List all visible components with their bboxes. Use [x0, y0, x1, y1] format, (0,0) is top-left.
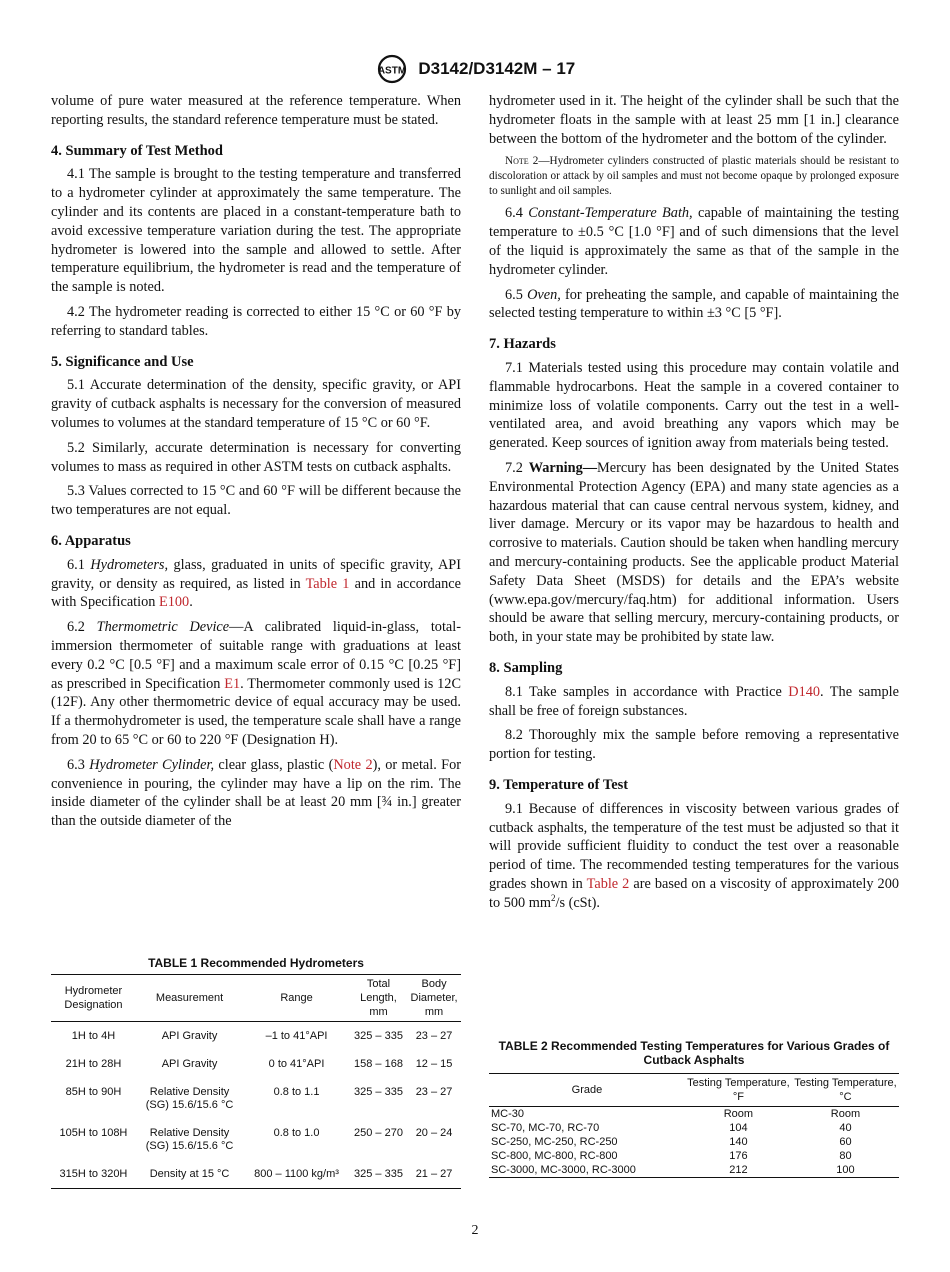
table-1-cell: Relative Density (SG) 15.6/15.6 °C — [145, 1086, 234, 1111]
table-2-cell: 140 — [729, 1136, 748, 1148]
table-1-cell: 105H to 108H — [59, 1127, 128, 1139]
note-2-link[interactable]: Note 2 — [333, 756, 373, 773]
table-2-cell: MC-30 — [491, 1108, 525, 1120]
paragraph-6-5: 6.5 Oven, for preheating the sample, and capable of maintaining the selected testing temperature to within ±3 °C [5 °F]. — [489, 286, 899, 322]
table-1-cell: 325 – 335 — [354, 1086, 403, 1098]
paragraph-6-3: 6.3 Hydrometer Cylinder, clear glass, plastic (Note 2), or metal. For convenience in pouring, the cylinder may have a lip on the rim. The inside diameter of the cylinder shall be at least 20 mm [¾ in.] greater than the outside diameter of the — [51, 756, 461, 830]
table-1-cell: 21H to 28H — [65, 1058, 122, 1070]
table-1-header: Hydrometer Designation — [64, 985, 123, 1011]
table-1-cell: 315H to 320H — [59, 1168, 128, 1180]
table-1-row — [51, 1022, 461, 1051]
table-1-header-row — [51, 975, 461, 1022]
table-1-cell: 23 – 27 — [415, 1086, 453, 1098]
table-1 — [51, 974, 461, 1189]
table-2-header: Testing Temperature, °C — [794, 1077, 897, 1103]
table-2-row — [489, 1149, 899, 1163]
d140-link[interactable]: D140 — [788, 683, 821, 700]
table-1-cell: 20 – 24 — [415, 1127, 453, 1139]
term-hydrometers: Hydrometers, — [90, 556, 169, 573]
paragraph-9-1: 9.1 Because of differences in viscosity between various grades of cutback asphalts, the temperature of the test must be adjusted so that it will provide sufficient fluidity to conduct the test over a reasonable period of time. The recommended testing temperatures for the various grades shown in Table 2 are based on a viscosity of approximately 200 to 500 $mm^2/s$ (cSt). — [489, 800, 899, 911]
paragraph-6-2: 6.2 Thermometric Device—A calibrated liquid-in-glass, total-immersion thermometer of suitable range with graduations at least every 0.2 °C [0.5 °F] and a maximum scale error of 0.15 °C [0.25 °F] as prescribed in Specification E1. Thermometer commonly used is 12C (12F). Any other thermometric device of equal accuracy may be used. If a thermohydrometer is used, the temperature scale shall have a range from 20 to 65 °C or 60 to 220 °F (Designation H). — [51, 619, 461, 748]
table-1-row — [51, 1119, 461, 1160]
section-6-heading: 6. Apparatus — [51, 532, 131, 549]
paragraph-6-3-continued: hydrometer used in it. The height of the cylinder shall be such that the hydrometer floats in the sample with at least 25 mm [1 in.] clearance between the bottom of the hydrometer and the bottom of the cylinder. — [489, 93, 899, 147]
paragraph-6-4: 6.4 Constant-Temperature Bath, capable of maintaining the testing temperature to ±0.5 °C [1.0 °F] and of such dimensions that the level of the liquid is approximately the same as that of the sample in the hydrometer cylinder. — [489, 205, 899, 278]
paragraph-5-1: 5.1 Accurate determination of the density, specific gravity, or API gravity of cutback asphalts is necessary for the conversion of measured volumes to volumes at the standard temperature of 15 °C or 60 °F. — [51, 377, 461, 431]
table-1-cell: 0.8 to 1.1 — [273, 1086, 320, 1098]
table-1-header: Total Length, mm — [360, 978, 397, 1018]
paragraph-5-3: 5.3 Values corrected to 15 °C and 60 °F will be different because the two temperatures are not equal. — [51, 483, 461, 519]
intro-paragraph: volume of pure water measured at the reference temperature. When reporting results, the standard reference temperature must be stated. — [51, 93, 461, 128]
table-1-cell: –1 to 41°API — [265, 1030, 328, 1042]
section-4-heading: 4. Summary of Test Method — [51, 142, 223, 159]
table-1-cell: 23 – 27 — [415, 1030, 453, 1042]
note-2: Note 2—Hydrometer cylinders constructed of plastic materials should be resistant to discoloration or attack by oil samples and must not become opaque by prolonged exposure to sunlight and oil samples. — [489, 155, 899, 198]
paragraph-5-2: 5.2 Similarly, accurate determination is necessary for converting volumes to mass as required in other ASTM tests on cutback asphalts. — [51, 439, 461, 475]
section-8-heading: 8. Sampling — [489, 659, 563, 676]
table-1-cell: 250 – 270 — [354, 1127, 403, 1139]
table-1-cell: 0 to 41°API — [268, 1058, 325, 1070]
section-9-heading: 9. Temperature of Test — [489, 776, 629, 793]
section-7-heading: 7. Hazards — [489, 336, 556, 353]
paragraph-4-1: 4.1 The sample is brought to the testing temperature and transferred to a hydrometer cylinder at approximately the same temperature. The cylinder and its contents are placed in a constant-temperature bath to avoid excessive temperature variation during the test. The appropriate hydrometer is lowered into the sample and allowed to settle. After temperature equilibrium, the hydrometer is read and the temperature of the sample is noted. — [51, 166, 461, 296]
table-1-header: Range — [280, 992, 313, 1004]
table-2 — [489, 1073, 899, 1178]
term-thermometric-device: Thermometric Device — [96, 619, 230, 636]
table-2-cell: Room — [830, 1108, 861, 1120]
section-5-heading: 5. Significance and Use — [51, 353, 194, 370]
table-2-cell: SC-250, MC-250, RC-250 — [491, 1136, 618, 1148]
table-1-cell: API Gravity — [161, 1030, 218, 1042]
page-header — [0, 54, 950, 84]
table-2-cell: SC-800, MC-800, RC-800 — [491, 1150, 618, 1162]
table-1-cell: Density at 15 °C — [149, 1168, 230, 1180]
table-1-cell: 800 – 1100 kg/m³ — [254, 1168, 339, 1180]
table-2-cell: 40 — [839, 1122, 852, 1134]
paragraph-8-2: 8.2 Thoroughly mix the sample before removing a representative portion for testing. — [489, 727, 899, 763]
table-2-block — [489, 1039, 899, 1178]
left-column — [51, 92, 461, 837]
table-1-cell: 158 – 168 — [354, 1058, 403, 1070]
table-2-header: Testing Temperature, °F — [687, 1077, 790, 1103]
table-1-block — [51, 956, 461, 1189]
paragraph-7-1: 7.1 Materials tested using this procedure may contain volatile and flammable hydrocarbons. Heat the sample in a covered container to minimize loss of volatile components. Carry out the test in a well-ventilated area, and avoid breathing any vapors which may be generated. Keep sources of ignition away from materials being tested. — [489, 359, 899, 452]
document-code: D3142/D3142M – 17 — [418, 58, 576, 78]
warning-label: Warning— — [528, 459, 598, 476]
term-hydrometer-cylinder: Hydrometer Cylinder, — [89, 756, 215, 773]
table-1-cell: 325 – 335 — [354, 1030, 403, 1042]
table-1-row — [51, 1078, 461, 1119]
paragraph-6-1: 6.1 Hydrometers, glass, graduated in units of specific gravity, API gravity, or density as required, as listed in Table 1 and in accordance with Specification E100. — [51, 556, 461, 611]
table-1-link[interactable]: Table 1 — [305, 575, 350, 592]
paragraph-7-2: 7.2 Warning—Mercury has been designated by the United States Environmental Protection Agency (EPA) and many state agencies as a hazardous material that can cause central nervous system, kidney, and liver damage. Mercury or its vapor may be hazardous to health and corrosive to materials. Caution should be taken when handling mercury and mercury-containing products. See the applicable product Material Safety Data Sheet (MSDS) for details and the EPA’s website (www.epa.gov/mercury/faq.htm) for additional information. Users should be aware that selling mercury, mercury-containing products, or both, in your state may be prohibited by state law. — [489, 459, 899, 646]
table-1-cell: 12 – 15 — [415, 1058, 453, 1070]
astm-logo-icon — [375, 54, 409, 84]
page-number: 2 — [471, 1223, 479, 1238]
right-column — [489, 92, 899, 918]
table-1-row — [51, 1050, 461, 1078]
table-2-title: TABLE 2 Recommended Testing Temperatures for Various Grades of Cutback Asphalts — [498, 1039, 890, 1067]
table-2-cell: 60 — [839, 1136, 852, 1148]
table-1-header: Body Diameter, mm — [410, 978, 458, 1018]
table-2-link[interactable]: Table 2 — [586, 875, 630, 892]
table-1-cell: 85H to 90H — [65, 1086, 122, 1098]
table-1-cell: 325 – 335 — [354, 1168, 403, 1180]
e1-link[interactable]: E1 — [224, 675, 241, 692]
table-2-cell: 104 — [729, 1122, 748, 1134]
table-2-header: Grade — [571, 1084, 603, 1096]
table-1-cell: 1H to 4H — [71, 1030, 116, 1042]
table-1-row — [51, 1160, 461, 1189]
e100-link[interactable]: E100 — [159, 594, 190, 611]
table-1-cell: 0.8 to 1.0 — [273, 1127, 320, 1139]
table-1-title: TABLE 1 Recommended Hydrometers — [148, 956, 364, 970]
table-2-row — [489, 1121, 899, 1135]
table-1-cell: API Gravity — [161, 1058, 218, 1070]
table-2-row — [489, 1107, 899, 1122]
table-2-row — [489, 1163, 899, 1178]
table-2-cell: SC-70, MC-70, RC-70 — [491, 1122, 600, 1134]
table-1-cell: Relative Density (SG) 15.6/15.6 °C — [145, 1127, 234, 1152]
note-2-label: Note 2 — [505, 155, 539, 168]
table-2-cell: 80 — [839, 1150, 852, 1162]
astm-logo-text: ASTM — [377, 65, 406, 77]
paragraph-8-1: 8.1 Take samples in accordance with Practice D140. The sample shall be free of foreign substances. — [489, 683, 899, 719]
table-2-row — [489, 1135, 899, 1149]
table-2-header-row — [489, 1074, 899, 1107]
paragraph-4-2: 4.2 The hydrometer reading is corrected to either 15 °C or 60 °F by referring to standard tables. — [51, 303, 461, 339]
table-2-cell: Room — [723, 1108, 754, 1120]
table-2-cell: 176 — [729, 1150, 748, 1162]
table-1-header: Measurement — [155, 992, 224, 1004]
table-2-cell: 100 — [836, 1164, 855, 1176]
table-1-cell: 21 – 27 — [415, 1168, 453, 1180]
table-2-cell: 212 — [729, 1164, 748, 1176]
table-2-cell: SC-3000, MC-3000, RC-3000 — [491, 1164, 636, 1176]
